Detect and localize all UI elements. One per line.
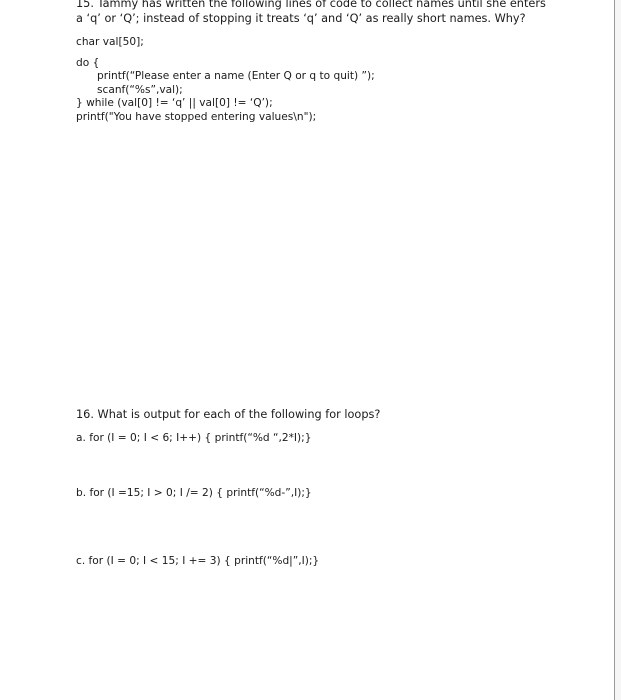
code-line-printf-stop: printf("You have stopped entering values\n"); bbox=[76, 111, 317, 123]
question-16-part-a: a. for (I = 0; I < 6; I++) { printf(“%d “,2*I);} bbox=[76, 432, 312, 444]
code-line-printf-prompt: printf(“Please enter a name (Enter Q or q to quit) ”); bbox=[97, 70, 375, 82]
question-15-line-1: 15. Tammy has written the following lines of code to collect names until she enters bbox=[76, 0, 546, 10]
question-16-title: 16. What is output for each of the following for loops? bbox=[76, 408, 381, 421]
question-16-part-b: b. for (I =15; I > 0; I /= 2) { printf(“%d-”,I);} bbox=[76, 487, 312, 499]
code-line-declaration: char val[50]; bbox=[76, 36, 144, 48]
question-15-line-2: a ‘q’ or ‘Q’; instead of stopping it treats ‘q’ and ‘Q’ as really short names. Why? bbox=[76, 12, 526, 25]
page-margin-strip bbox=[615, 0, 621, 700]
question-16-part-c: c. for (I = 0; I < 15; I += 3) { printf(“%d|”,I);} bbox=[76, 555, 320, 567]
code-line-while: } while (val[0] != ‘q’ || val[0] != ‘Q’); bbox=[76, 97, 273, 109]
code-line-scanf: scanf(“%s”,val); bbox=[97, 84, 183, 96]
code-line-do: do { bbox=[76, 57, 100, 69]
